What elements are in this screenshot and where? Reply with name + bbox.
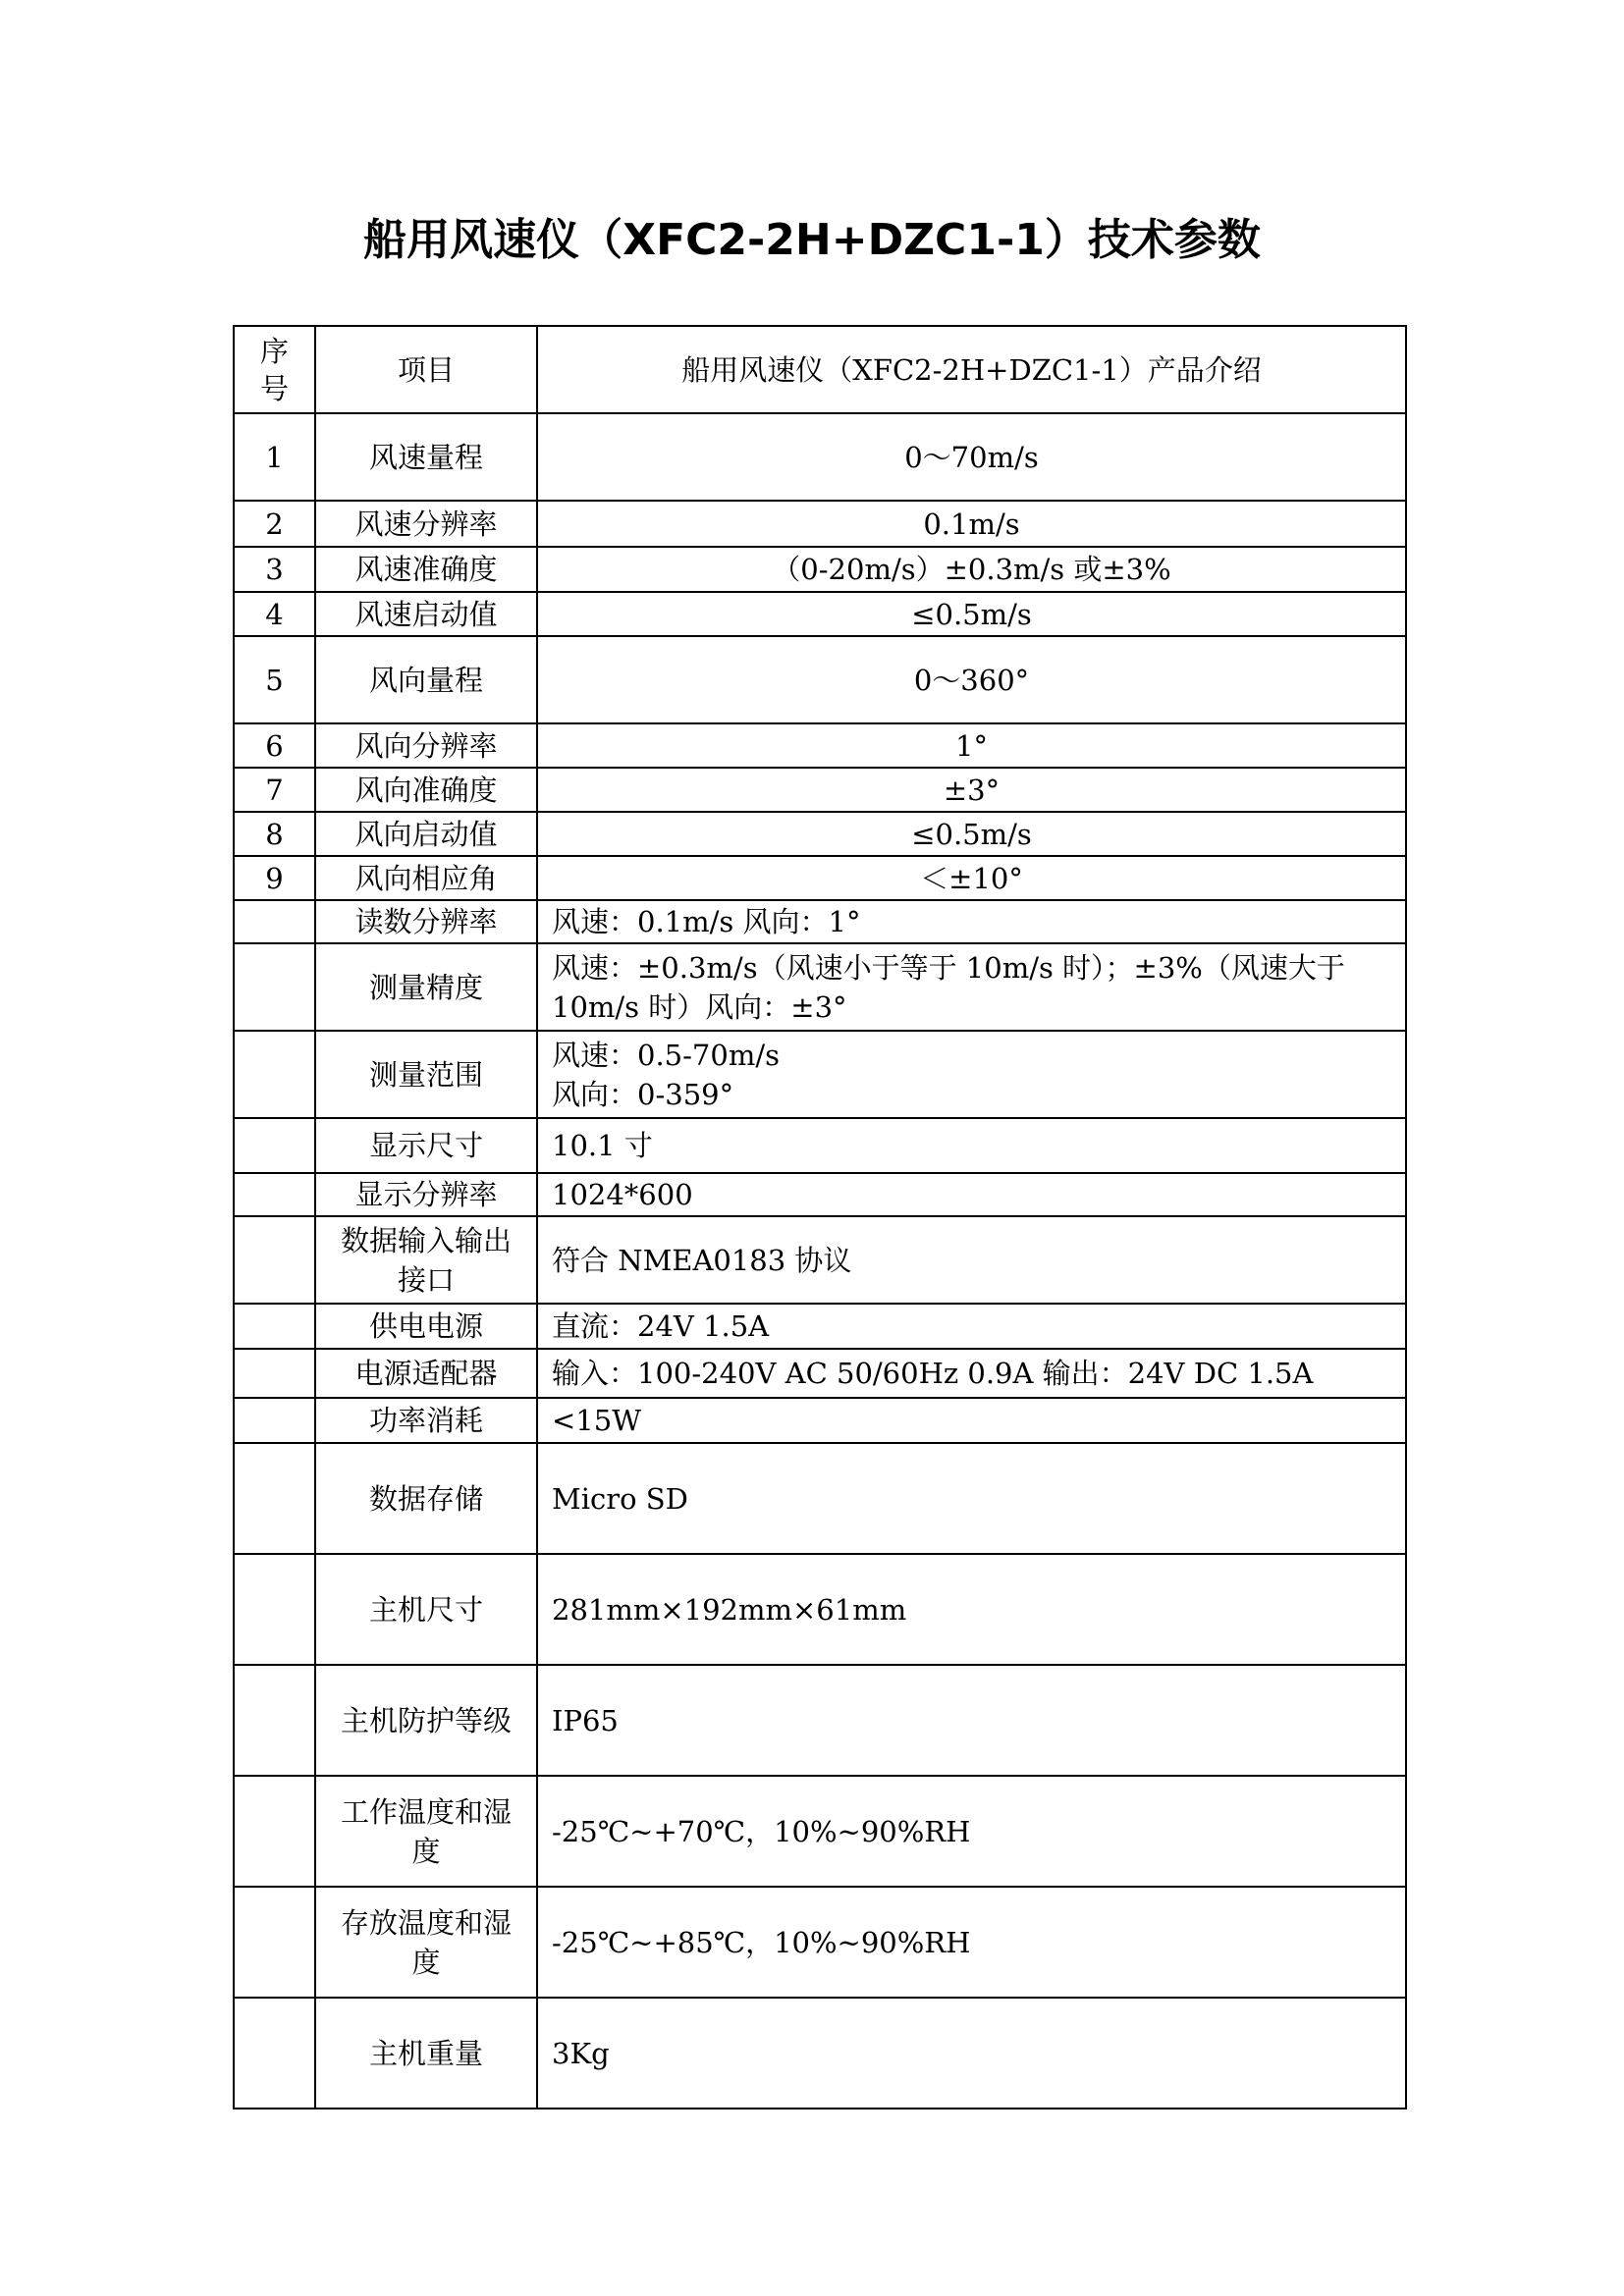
table-row — [234, 1776, 1406, 1887]
row-value: 直流：24V 1.5A — [537, 1304, 1406, 1349]
table-row — [234, 592, 1406, 636]
table-row — [234, 1443, 1406, 1554]
row-item: 风向相应角 — [315, 856, 537, 900]
row-no — [234, 1118, 315, 1173]
table-row — [234, 1031, 1406, 1118]
row-no — [234, 1216, 315, 1304]
row-value: （0-20m/s）±0.3m/s 或±3% — [537, 547, 1406, 592]
spec-table — [233, 325, 1407, 2109]
row-value: ≤0.5m/s — [537, 812, 1406, 856]
row-item: 读数分辨率 — [315, 900, 537, 943]
row-no: 6 — [234, 723, 315, 768]
row-no — [234, 1443, 315, 1554]
row-item: 风速量程 — [315, 413, 537, 501]
row-no: 7 — [234, 768, 315, 812]
row-value: 1° — [537, 723, 1406, 768]
table-row — [234, 1304, 1406, 1349]
row-value: 风速：±0.3m/s（风速小于等于 10m/s 时）；±3%（风速大于 10m/s 时）风向：±3° — [537, 943, 1406, 1031]
table-header-row — [234, 326, 1406, 413]
table-row — [234, 943, 1406, 1031]
table-row — [234, 1665, 1406, 1776]
row-no — [234, 1173, 315, 1216]
row-item: 电源适配器 — [315, 1349, 537, 1398]
row-item: 测量范围 — [315, 1031, 537, 1118]
row-item: 风向分辨率 — [315, 723, 537, 768]
page-title: 船用风速仪（XFC2-2H+DZC1-1）技术参数 — [363, 215, 1261, 265]
row-no — [234, 1776, 315, 1887]
row-item: 工作温度和湿度 — [315, 1776, 537, 1887]
row-value-line-1: 风速：0.5-70m/s — [552, 1038, 780, 1072]
row-no: 4 — [234, 592, 315, 636]
row-item: 测量精度 — [315, 943, 537, 1031]
row-value: ≤0.5m/s — [537, 592, 1406, 636]
table-row — [234, 1398, 1406, 1443]
row-no — [234, 1031, 315, 1118]
table-row — [234, 1173, 1406, 1216]
header-item: 项目 — [315, 326, 537, 413]
row-value: -25℃~+70℃，10%~90%RH — [537, 1776, 1406, 1887]
row-value: Micro SD — [537, 1443, 1406, 1554]
table-row — [234, 1554, 1406, 1665]
row-no — [234, 1554, 315, 1665]
row-item: 数据存储 — [315, 1443, 537, 1554]
row-value: 10.1 寸 — [537, 1118, 1406, 1173]
row-value: 0.1m/s — [537, 501, 1406, 547]
table-row — [234, 413, 1406, 501]
table-row — [234, 723, 1406, 768]
row-value: 3Kg — [537, 1998, 1406, 2109]
row-value: <15W — [537, 1398, 1406, 1443]
row-item: 风速准确度 — [315, 547, 537, 592]
row-no: 2 — [234, 501, 315, 547]
row-item: 存放温度和湿度 — [315, 1887, 537, 1998]
table-row — [234, 856, 1406, 900]
row-item: 显示尺寸 — [315, 1118, 537, 1173]
row-no: 8 — [234, 812, 315, 856]
table-row — [234, 501, 1406, 547]
table-row — [234, 1118, 1406, 1173]
row-no — [234, 900, 315, 943]
row-value: 0～360° — [537, 636, 1406, 723]
table-row — [234, 636, 1406, 723]
row-no: 5 — [234, 636, 315, 723]
row-item: 风速分辨率 — [315, 501, 537, 547]
row-no — [234, 1349, 315, 1398]
table-row — [234, 768, 1406, 812]
table-row — [234, 547, 1406, 592]
row-value: 符合 NMEA0183 协议 — [537, 1216, 1406, 1304]
row-item: 风向量程 — [315, 636, 537, 723]
row-no — [234, 943, 315, 1031]
row-no — [234, 1665, 315, 1776]
table-row — [234, 1998, 1406, 2109]
table-row — [234, 1216, 1406, 1304]
row-value: 输入：100-240V AC 50/60Hz 0.9A 输出：24V DC 1.5A — [537, 1349, 1406, 1398]
row-item: 显示分辨率 — [315, 1173, 537, 1216]
row-value — [537, 1031, 1406, 1118]
row-value-line-2: 风向：0-359° — [552, 1077, 734, 1111]
row-no — [234, 1887, 315, 1998]
row-item: 主机防护等级 — [315, 1665, 537, 1776]
row-no: 9 — [234, 856, 315, 900]
row-item: 数据输入输出接口 — [315, 1216, 537, 1304]
row-no — [234, 1398, 315, 1443]
row-value: ＜±10° — [537, 856, 1406, 900]
table-row — [234, 1349, 1406, 1398]
row-item: 功率消耗 — [315, 1398, 537, 1443]
row-item: 风速启动值 — [315, 592, 537, 636]
row-no — [234, 1304, 315, 1349]
header-value: 船用风速仪（XFC2-2H+DZC1-1）产品介绍 — [537, 326, 1406, 413]
row-item: 风向启动值 — [315, 812, 537, 856]
table-row — [234, 812, 1406, 856]
table-row — [234, 900, 1406, 943]
row-value: IP65 — [537, 1665, 1406, 1776]
row-no: 3 — [234, 547, 315, 592]
row-value: 风速：0.1m/s 风向：1° — [537, 900, 1406, 943]
row-value: 281mm×192mm×61mm — [537, 1554, 1406, 1665]
row-item: 供电电源 — [315, 1304, 537, 1349]
row-item: 风向准确度 — [315, 768, 537, 812]
row-value: 0～70m/s — [537, 413, 1406, 501]
row-item: 主机重量 — [315, 1998, 537, 2109]
row-value: 1024*600 — [537, 1173, 1406, 1216]
row-no: 1 — [234, 413, 315, 501]
row-value: -25℃~+85℃，10%~90%RH — [537, 1887, 1406, 1998]
row-item: 主机尺寸 — [315, 1554, 537, 1665]
row-value: ±3° — [537, 768, 1406, 812]
table-row — [234, 1887, 1406, 1998]
row-no — [234, 1998, 315, 2109]
header-no: 序号 — [234, 326, 315, 413]
